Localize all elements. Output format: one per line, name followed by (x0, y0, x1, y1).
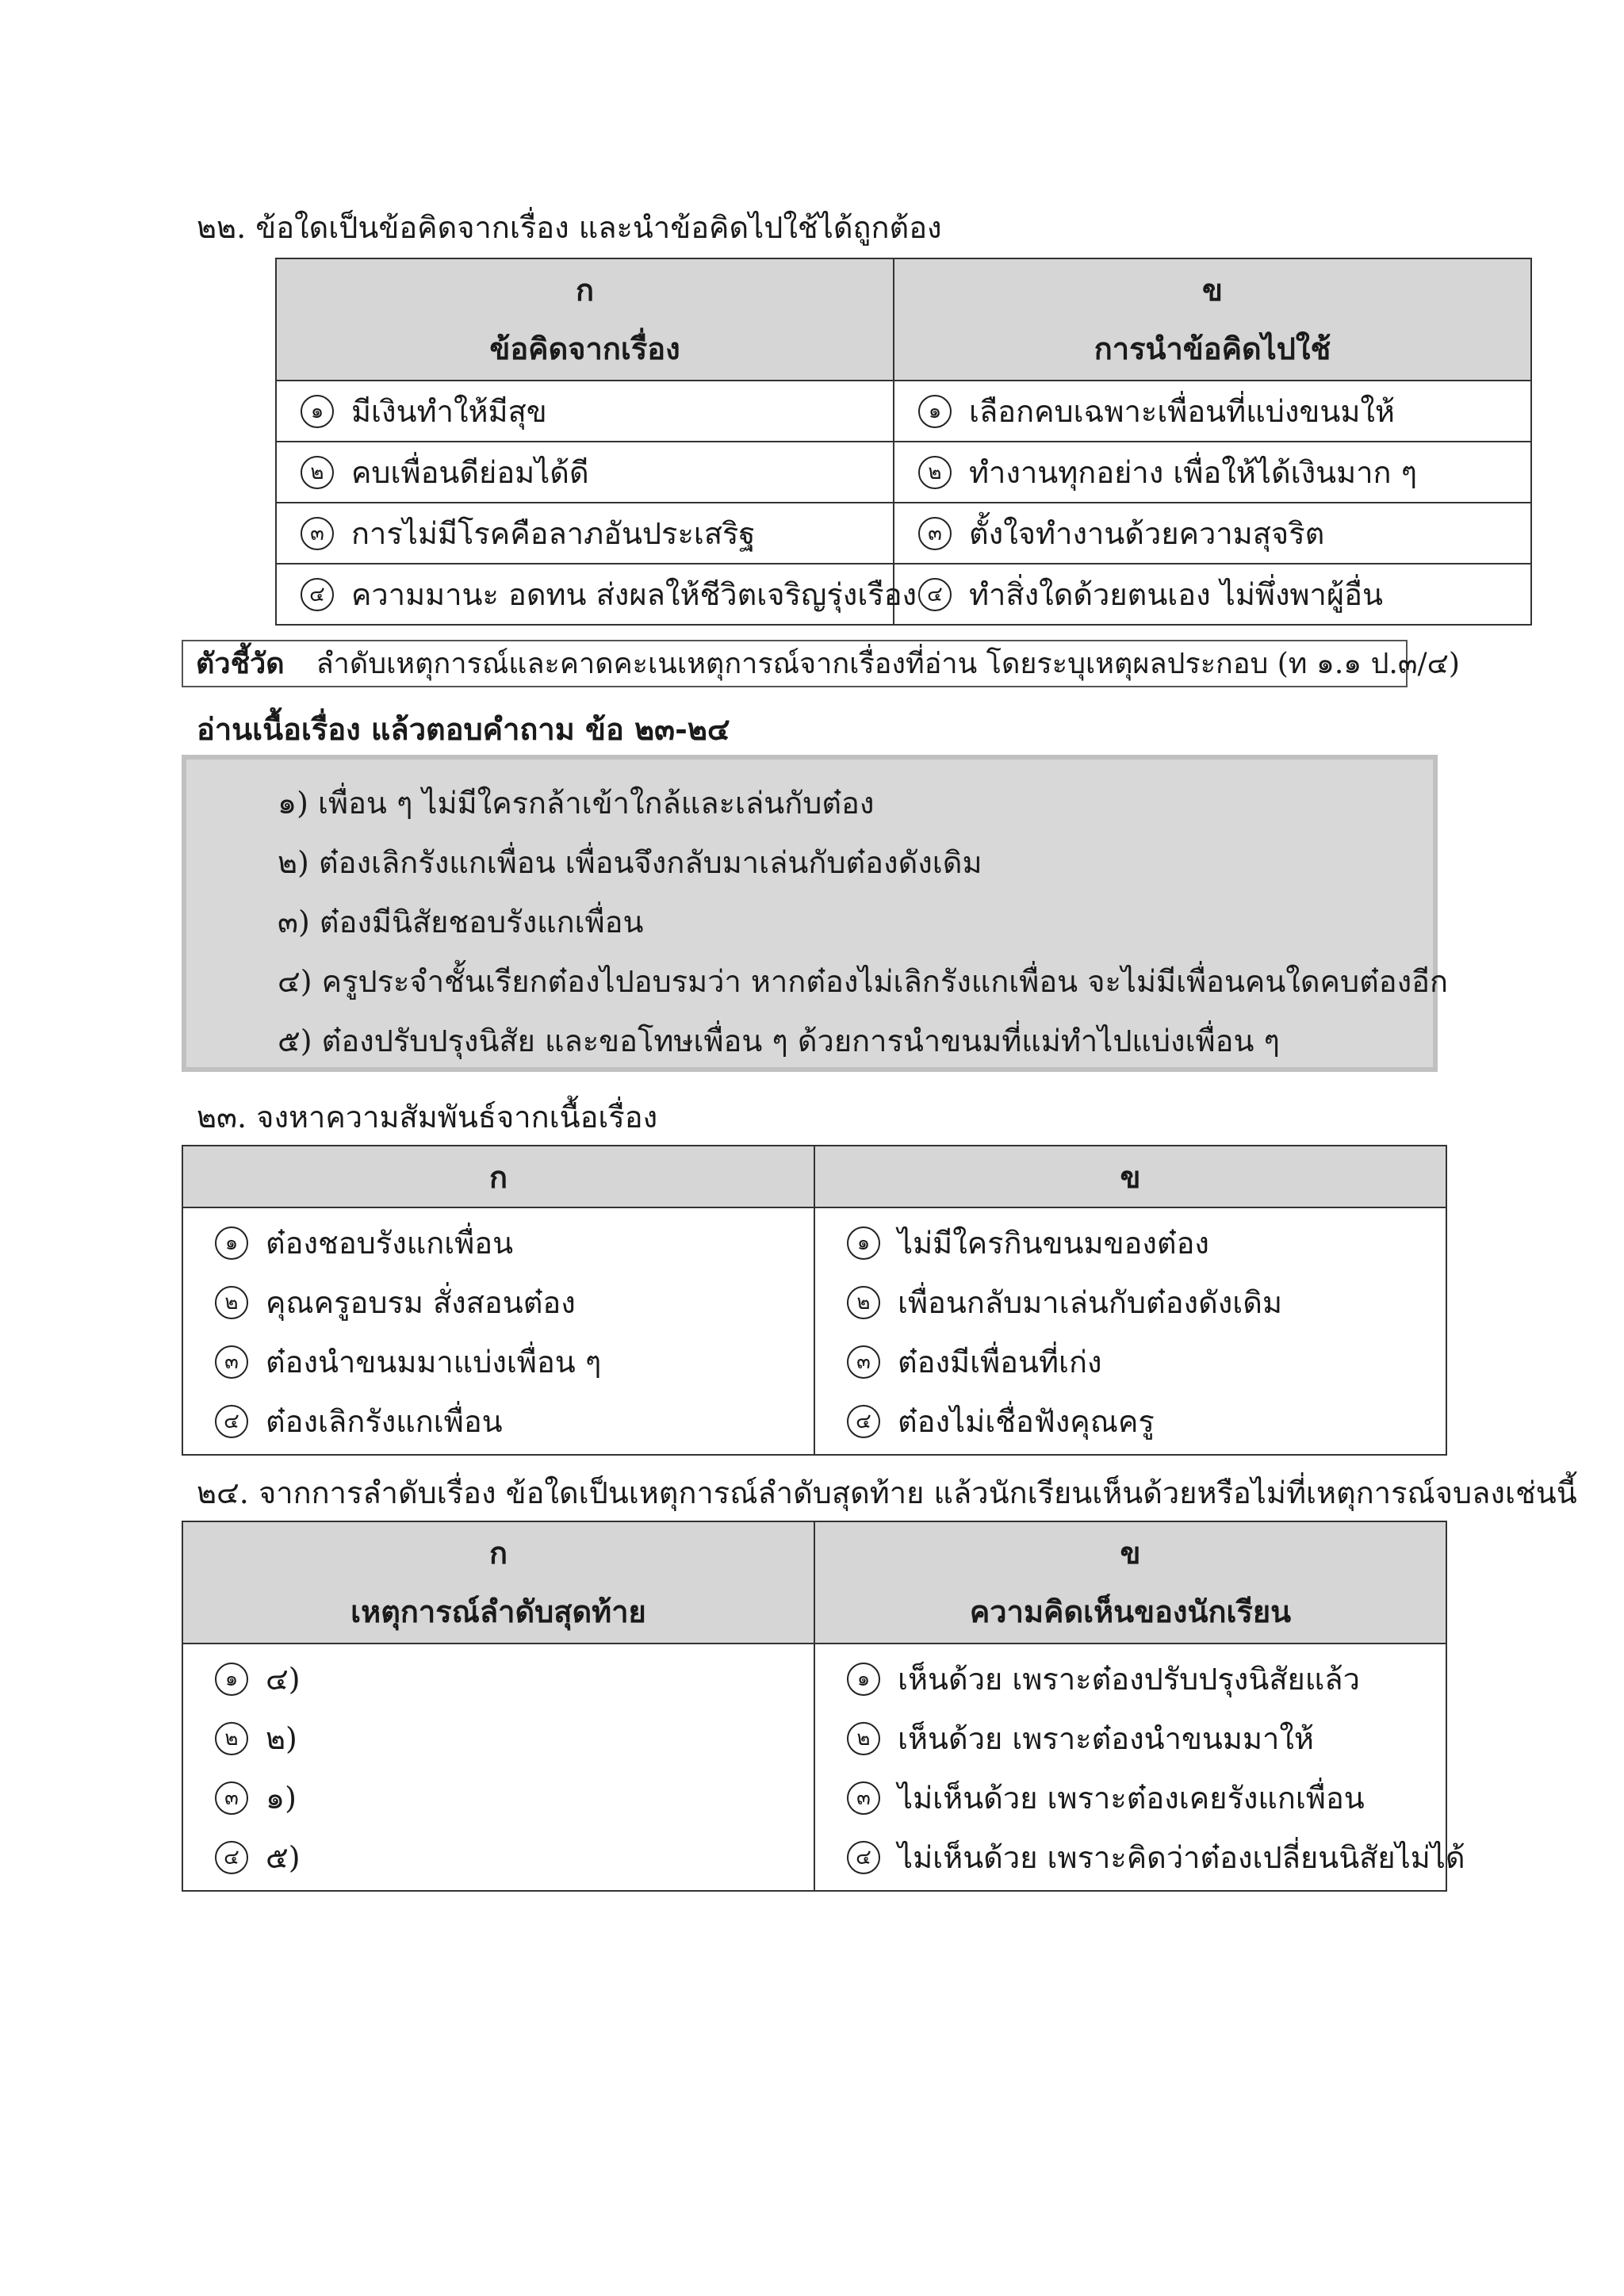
choice-number: ๑ (301, 395, 334, 428)
choice-text: ไม่เห็นด้วย เพราะต๋องเคยรังแกเพื่อน (898, 1781, 1365, 1816)
q24-col-a-title: เหตุการณ์ลำดับสุดท้าย (350, 1594, 646, 1629)
choice-text: ความมานะ อดทน ส่งผลให้ชีวิตเจริญรุ่งเรือง (351, 577, 917, 612)
list-item (815, 1391, 1446, 1451)
q22-col-b-header (894, 258, 1531, 381)
choice-number: ๔ (847, 1841, 880, 1874)
choice-text: ไม่เห็นด้วย เพราะคิดว่าต๋องเปลี่ยนนิสัยไม่ได้ (898, 1840, 1465, 1875)
choice-text: ๕) (266, 1840, 301, 1875)
choice-number: ๑ (215, 1226, 248, 1260)
q24-col-b-header (814, 1521, 1446, 1644)
q24-col-a-list (182, 1644, 814, 1891)
q24-table (182, 1521, 1465, 1892)
choice-number: ๑ (215, 1663, 248, 1696)
choice-text: การไม่มีโรคคือลาภอันประเสริฐ (351, 516, 756, 551)
q23-col-b-letter: ข (1120, 1158, 1141, 1195)
q23-col-b-header (814, 1146, 1446, 1207)
choice-number: ๓ (847, 1345, 880, 1379)
choice-number: ๒ (215, 1722, 248, 1755)
list-item (183, 1213, 814, 1272)
q22-col-a-header (276, 258, 894, 381)
choice-text: ต๋องไม่เชื่อฟังคุณครู (898, 1404, 1155, 1439)
choice-number: ๔ (301, 578, 334, 611)
list-item (183, 1649, 814, 1709)
q22-a1 (276, 381, 894, 442)
reading-instruction: อ่านเนื้อเรื่อง แล้วตอบคำถาม ข้อ ๒๓-๒๔ (197, 711, 730, 747)
choice-text: เห็นด้วย เพราะต๋องนำขนมมาให้ (898, 1721, 1314, 1756)
q23-table (182, 1145, 1447, 1456)
choice-number: ๓ (847, 1781, 880, 1815)
choice-number: ๒ (215, 1286, 248, 1319)
q23-title: ๒๓. จงหาความสัมพันธ์จากเนื้อเรื่อง (197, 1100, 658, 1135)
choice-text: คบเพื่อนดีย่อมได้ดี (351, 455, 589, 490)
choice-text: ไม่มีใครกินขนมของต๋อง (898, 1226, 1209, 1261)
choice-number: ๓ (215, 1345, 248, 1379)
choice-number: ๔ (215, 1841, 248, 1874)
q24-col-b-letter: ข (1120, 1535, 1141, 1571)
q22-col-b-letter: ข (1202, 272, 1223, 308)
list-item (815, 1272, 1446, 1332)
story-line: ๕) ต๋องปรับปรุงนิสัย และขอโทษเพื่อน ๆ ด้วยการนำขนมที่แม่ทำไปแบ่งเพื่อน ๆ (278, 1024, 1280, 1058)
choice-number: ๒ (847, 1286, 880, 1319)
q22-a3 (276, 503, 894, 564)
table-row (276, 442, 1531, 503)
choice-text: ต๋องมีเพื่อนที่เก่ง (898, 1345, 1102, 1380)
choice-number: ๑ (847, 1226, 880, 1260)
choice-number: ๒ (918, 456, 952, 489)
q24-col-b-list (814, 1644, 1465, 1891)
choice-number: ๔ (215, 1405, 248, 1438)
choice-number: ๑ (918, 395, 952, 428)
q23-col-a-letter: ก (488, 1158, 508, 1195)
choice-number: ๒ (301, 456, 334, 489)
choice-text: ทำสิ่งใดด้วยตนเอง ไม่พึ่งพาผู้อื่น (969, 577, 1383, 612)
story-line: ๒) ต๋องเลิกรังแกเพื่อน เพื่อนจึงกลับมาเล่นกับต๋องดังเดิม (278, 845, 982, 880)
choice-text: ทำงานทุกอย่าง เพื่อให้ได้เงินมาก ๆ (969, 455, 1418, 490)
q24-col-a-header (182, 1521, 814, 1644)
list-item (815, 1332, 1446, 1391)
q22-title: ๒๒. ข้อใดเป็นข้อคิดจากเรื่อง และนำข้อคิดไปใช้ได้ถูกต้อง (197, 210, 942, 245)
q22-a4 (276, 564, 917, 625)
list-item (183, 1768, 814, 1827)
story-box (182, 755, 1448, 1072)
choice-number: ๓ (301, 517, 334, 550)
q22-col-b-title: การนำข้อคิดไปใช้ (1094, 331, 1331, 366)
indicator-box (182, 640, 1460, 687)
choice-text: มีเงินทำให้มีสุข (351, 394, 547, 429)
q22-b1 (894, 381, 1531, 442)
choice-text: เห็นด้วย เพราะต๋องปรับปรุงนิสัยแล้ว (898, 1662, 1360, 1697)
q22-header-row (276, 258, 1531, 381)
story-line: ๔) ครูประจำชั้นเรียกต๋องไปอบรมว่า หากต๋องไม่เลิกรังแกเพื่อน จะไม่มีเพื่อนคนใดคบต๋องอีก (278, 964, 1448, 999)
choice-text: ต๋องนำขนมมาแบ่งเพื่อน ๆ (266, 1345, 602, 1380)
list-item (183, 1827, 814, 1887)
q22-b4 (894, 564, 1531, 625)
q23-col-a-header (182, 1146, 814, 1207)
list-item (183, 1332, 814, 1391)
table-row (276, 381, 1531, 442)
choice-text: เลือกคบเฉพาะเพื่อนที่แบ่งขนมให้ (969, 394, 1395, 429)
choice-text: ต๋องชอบรังแกเพื่อน (266, 1226, 514, 1261)
choice-number: ๔ (847, 1405, 880, 1438)
q22-b2 (894, 442, 1531, 503)
q23-col-a-list (182, 1207, 814, 1455)
story-line: ๓) ต๋องมีนิสัยชอบรังแกเพื่อน (278, 905, 644, 939)
list-item (815, 1649, 1446, 1709)
choice-text: ๑) (266, 1781, 297, 1816)
story-line: ๑) เพื่อน ๆ ไม่มีใครกล้าเข้าใกล้และเล่นกับต๋อง (278, 786, 875, 821)
choice-text: คุณครูอบรม สั่งสอนต๋อง (266, 1285, 576, 1320)
choice-text: เพื่อนกลับมาเล่นกับต๋องดังเดิม (898, 1285, 1283, 1320)
q22-b3 (894, 503, 1531, 564)
list-item (183, 1272, 814, 1332)
table-row (276, 564, 1531, 625)
q22-col-a-title: ข้อคิดจากเรื่อง (489, 331, 680, 366)
q22-col-a-letter: ก (575, 272, 594, 308)
list-item (183, 1709, 814, 1768)
list-item (815, 1213, 1446, 1272)
choice-text: ตั้งใจทำงานด้วยความสุจริต (969, 516, 1325, 551)
choice-text: ๔) (266, 1662, 301, 1697)
choice-number: ๑ (847, 1663, 880, 1696)
choice-text: ต๋องเลิกรังแกเพื่อน (266, 1404, 503, 1439)
q24-title: ๒๔. จากการลำดับเรื่อง ข้อใดเป็นเหตุการณ์ลำดับสุดท้าย แล้วนักเรียนเห็นด้วยหรือไม่ที่เหตุการณ์จบลงเช่นนี้ (197, 1475, 1577, 1510)
choice-text: ๒) (266, 1721, 297, 1756)
q23-col-b-list (814, 1207, 1446, 1455)
list-item (183, 1391, 814, 1451)
indicator-text: ลำดับเหตุการณ์และคาดคะเนเหตุการณ์จากเรื่องที่อ่าน โดยระบุเหตุผลประกอบ (ท ๑.๑ ป.๓/๔) (316, 648, 1460, 680)
q24-col-b-title: ความคิดเห็นของนักเรียน (969, 1594, 1292, 1629)
q22-a2 (276, 442, 894, 503)
choice-number: ๒ (847, 1722, 880, 1755)
choice-number: ๓ (918, 517, 952, 550)
q24-col-a-letter: ก (488, 1535, 508, 1571)
indicator-label: ตัวชี้วัด (196, 647, 285, 680)
choice-number: ๓ (215, 1781, 248, 1815)
table-row (276, 503, 1531, 564)
q22-table (275, 258, 1532, 626)
choice-number: ๔ (918, 578, 952, 611)
list-item (815, 1768, 1446, 1827)
list-item (815, 1709, 1446, 1768)
list-item (815, 1827, 1465, 1887)
